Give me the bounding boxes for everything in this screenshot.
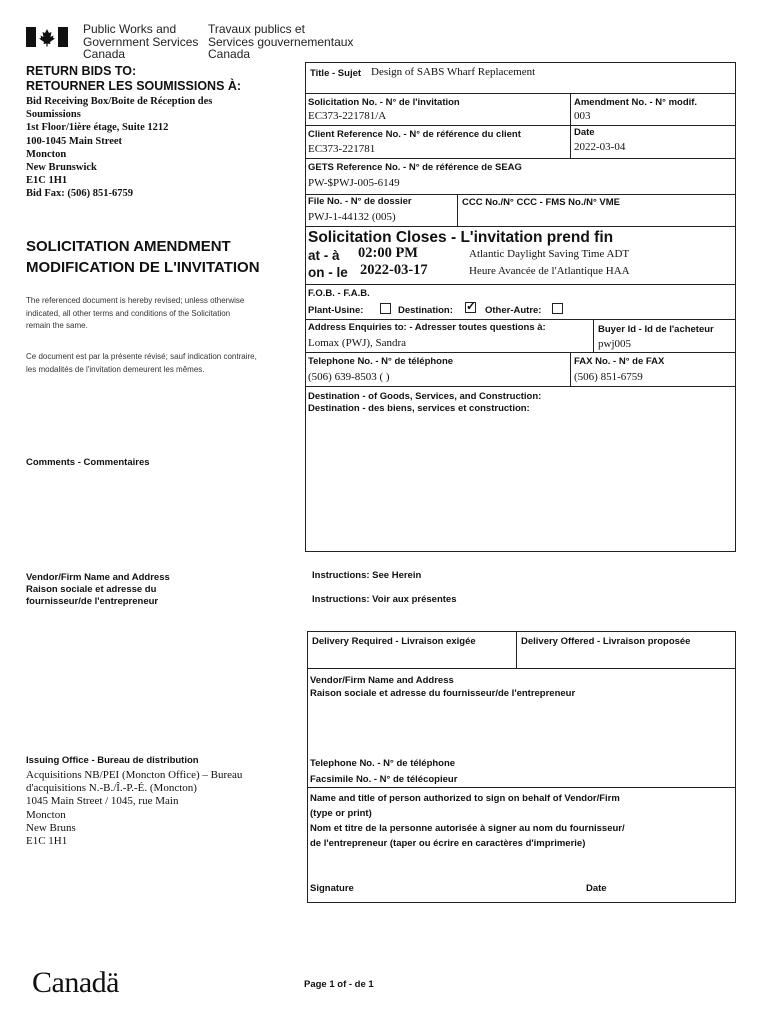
amendment-note-en: The referenced document is hereby revised; unless otherwise indicated, all other terms and conditions of the Solicitation remain the same. bbox=[26, 296, 245, 330]
plant-label: Plant-Usine: bbox=[308, 305, 364, 316]
issuing-office-label: Issuing Office - Bureau de distribution bbox=[26, 755, 199, 766]
divider bbox=[570, 93, 571, 158]
canada-flag-icon bbox=[26, 27, 68, 47]
buyer-id-label: Buyer Id - Id de l'acheteur bbox=[598, 324, 714, 335]
file-number-value: PWJ-1-44132 (005) bbox=[308, 211, 396, 223]
date-label: Date bbox=[574, 127, 595, 138]
plant-checkbox[interactable] bbox=[380, 303, 391, 314]
canada-wordmark: Canadä bbox=[32, 966, 119, 999]
amendment-number-label: Amendment No. - N° modif. bbox=[574, 97, 698, 108]
instructions-en: Instructions: See Herein bbox=[312, 570, 422, 581]
comments-label: Comments - Commentaires bbox=[26, 457, 150, 468]
telephone-label: Telephone No. - N° de téléphone bbox=[308, 356, 454, 367]
telephone-value: (506) 639-8503 ( ) bbox=[308, 371, 390, 383]
divider bbox=[305, 158, 736, 159]
delivery-required-label: Delivery Required - Livraison exigée bbox=[312, 636, 476, 647]
divider bbox=[305, 319, 736, 320]
fax-value: (506) 851-6759 bbox=[574, 371, 643, 383]
amendment-number-value: 003 bbox=[574, 110, 591, 122]
file-number-label: File No. - N° de dossier bbox=[308, 196, 412, 207]
solicitation-number-value: EC373-221781/A bbox=[308, 110, 387, 122]
issuing-office-address: Acquisitions NB/PEI (Moncton Office) – Bureau d'acquisitions N.-B./Î.-P.-É. (Moncton) 1045 Main Street / 1045, rue Main Moncton New Bruns E1C 1H1 bbox=[26, 769, 243, 848]
solicitation-closes-heading: Solicitation Closes - L'invitation prend fin bbox=[308, 229, 614, 246]
divider bbox=[305, 125, 736, 126]
divider bbox=[570, 352, 571, 386]
return-bids-address: Bid Receiving Box/Boite de Réception des Soumissions 1st Floor/1ière étage, Suite 1212 100-1045 Main Street Moncton New Brunswick E1C 1H1 Bid Fax: (506) 851-6759 bbox=[26, 96, 213, 200]
time-zone-fr: Heure Avancée de l'Atlantique HAA bbox=[469, 265, 630, 277]
closing-date-value: 2022-03-17 bbox=[360, 262, 428, 278]
divider bbox=[305, 352, 736, 353]
return-bids-title: RETURN BIDS TO: RETOURNER LES SOUMISSIONS À: bbox=[26, 64, 242, 93]
title-value: Design of SABS Wharf Replacement bbox=[371, 66, 536, 78]
solicitation-number-label: Solicitation No. - N° de l'invitation bbox=[308, 97, 460, 108]
department-name-en: Public Works and Government Services Canada bbox=[83, 22, 199, 61]
divider bbox=[305, 284, 736, 285]
divider bbox=[307, 668, 736, 669]
fob-label: F.O.B. - F.A.B. bbox=[308, 288, 370, 299]
address-enquiries-value: Lomax (PWJ), Sandra bbox=[308, 337, 407, 349]
other-checkbox[interactable] bbox=[552, 303, 563, 314]
vendor-name-address-label: Vendor/Firm Name and Address Raison sociale et adresse du fournisseur/de l'entrepreneur bbox=[310, 675, 576, 699]
closing-at-label: at - à bbox=[308, 248, 340, 263]
buyer-id-value: pwj005 bbox=[598, 338, 631, 350]
page-number: Page 1 of - de 1 bbox=[304, 979, 374, 990]
vendor-firm-label: Vendor/Firm Name and Address Raison sociale et adresse du fournisseur/de l'entrepreneur bbox=[26, 572, 170, 607]
amendment-heading: SOLICITATION AMENDMENT MODIFICATION DE L'INVITATION bbox=[26, 238, 260, 276]
destination-goods-label: Destination - of Goods, Services, and Construction: Destination - des biens, services et construction: bbox=[308, 391, 542, 414]
divider bbox=[305, 226, 736, 227]
closing-time-value: 02:00 PM bbox=[358, 245, 418, 261]
divider bbox=[593, 319, 594, 352]
other-label: Other-Autre: bbox=[485, 305, 542, 316]
vendor-telephone-label: Telephone No. - N° de téléphone bbox=[310, 758, 456, 769]
signature-date-label: Date bbox=[586, 883, 607, 894]
instructions-fr: Instructions: Voir aux présentes bbox=[312, 594, 457, 605]
title-label: Title - Sujet bbox=[310, 68, 362, 79]
divider bbox=[307, 787, 736, 788]
client-reference-label: Client Reference No. - N° de référence du client bbox=[308, 129, 521, 140]
fax-label: FAX No. - N° de FAX bbox=[574, 356, 665, 367]
destination-checkbox[interactable] bbox=[465, 299, 477, 313]
authorized-person-label: Name and title of person authorized to sign on behalf of Vendor/Firm (type or print) Nom et titre de la personne autorisée à signer au nom du fournisseur/ de l'entrepreneur (taper ou écrire en caractères d'imprimerie) bbox=[310, 793, 625, 849]
address-enquiries-label: Address Enquiries to: - Adresser toutes questions à: bbox=[308, 322, 546, 333]
destination-label: Destination: bbox=[398, 305, 453, 316]
gets-reference-value: PW-$PWJ-005-6149 bbox=[308, 177, 400, 189]
check-mark-icon: ✓ bbox=[466, 299, 477, 313]
gets-reference-label: GETS Reference No. - N° de référence de SEAG bbox=[308, 162, 522, 173]
divider bbox=[457, 194, 458, 226]
client-reference-value: EC373-221781 bbox=[308, 143, 376, 155]
closing-on-label: on - le bbox=[308, 265, 348, 280]
divider bbox=[516, 631, 517, 668]
divider bbox=[305, 194, 736, 195]
delivery-offered-label: Delivery Offered - Livraison proposée bbox=[521, 636, 691, 647]
time-zone-en: Atlantic Daylight Saving Time ADT bbox=[469, 248, 630, 260]
ccc-number-label: CCC No./N° CCC - FMS No./N° VME bbox=[462, 197, 621, 208]
date-value: 2022-03-04 bbox=[574, 141, 626, 153]
department-name-fr: Travaux publics et Services gouvernementaux Canada bbox=[208, 22, 354, 61]
signature-label: Signature bbox=[310, 883, 354, 894]
amendment-note-fr: Ce document est par la présente révisé; sauf indication contraire, les modalités de l'invitation demeurent les mêmes. bbox=[26, 352, 257, 374]
divider bbox=[305, 386, 736, 387]
divider bbox=[305, 93, 736, 94]
vendor-facsimile-label: Facsimile No. - N° de télécopieur bbox=[310, 774, 458, 785]
